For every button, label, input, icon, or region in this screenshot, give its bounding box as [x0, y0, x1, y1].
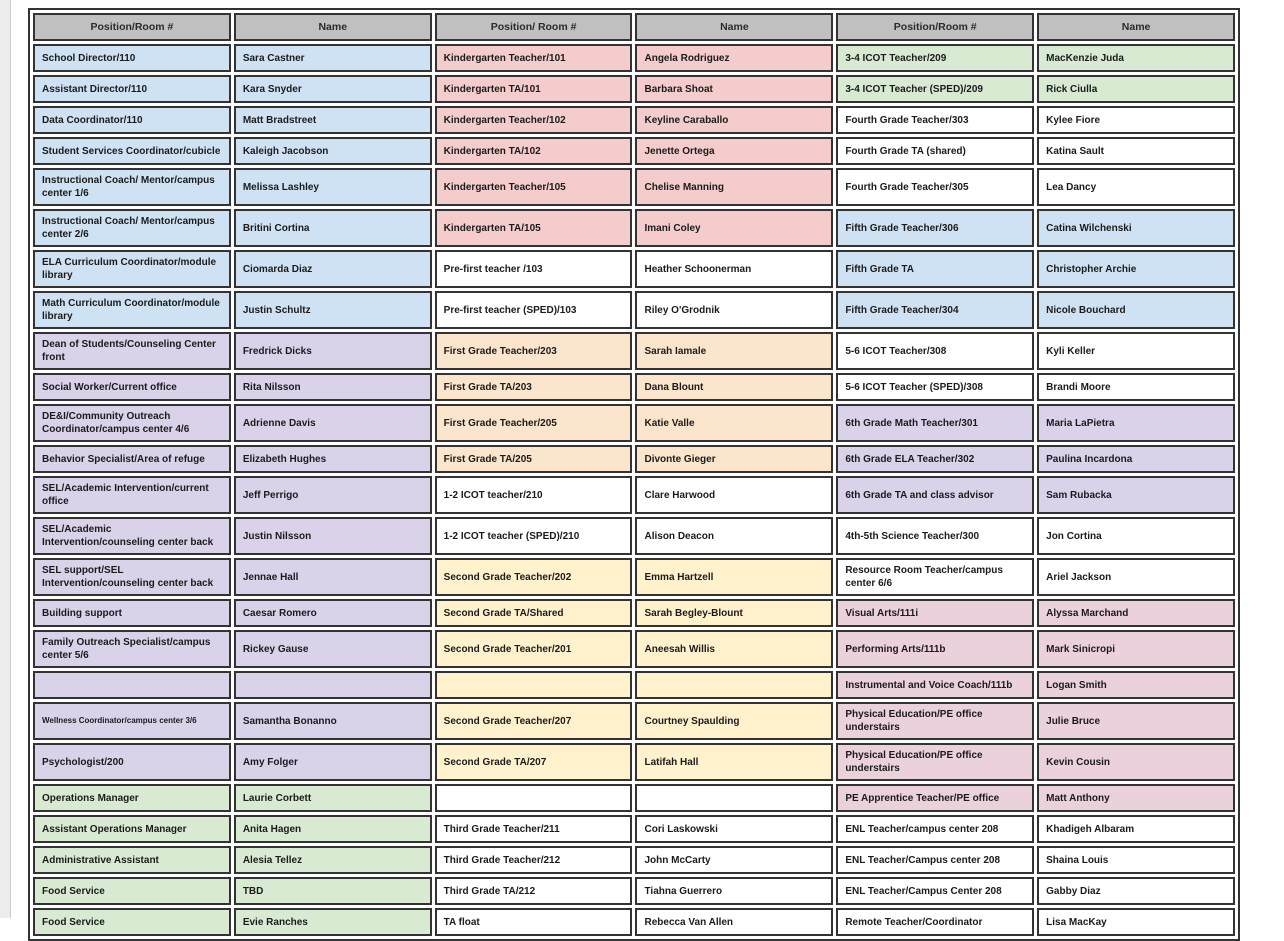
cell-position: Student Services Coordinator/cubicle — [33, 137, 231, 165]
column-header-position-3: Position/Room # — [836, 13, 1034, 41]
cell-position: Fourth Grade Teacher/305 — [836, 168, 1034, 206]
cell-name: Katie Valle — [635, 404, 833, 442]
cell-position: 3-4 ICOT Teacher (SPED)/209 — [836, 75, 1034, 103]
cell-name: Evie Ranches — [234, 908, 432, 936]
cell-position — [435, 784, 633, 812]
cell-name: Amy Folger — [234, 743, 432, 781]
cell-position: Fourth Grade Teacher/303 — [836, 106, 1034, 134]
cell-name: Kyli Keller — [1037, 332, 1235, 370]
cell-position: First Grade Teacher/203 — [435, 332, 633, 370]
cell-position: Visual Arts/111i — [836, 599, 1034, 627]
cell-position: Food Service — [33, 908, 231, 936]
cell-name: MacKenzie Juda — [1037, 44, 1235, 72]
cell-name: TBD — [234, 877, 432, 905]
table-row — [33, 877, 1235, 905]
cell-position: ELA Curriculum Coordinator/module library — [33, 250, 231, 288]
cell-position: SEL/Academic Intervention/current office — [33, 476, 231, 514]
table-row — [33, 445, 1235, 473]
cell-position: Building support — [33, 599, 231, 627]
cell-position: ENL Teacher/campus center 208 — [836, 815, 1034, 843]
cell-name: Emma Hartzell — [635, 558, 833, 596]
cell-name: Khadigeh Albaram — [1037, 815, 1235, 843]
cell-name: Ariel Jackson — [1037, 558, 1235, 596]
cell-name: Sarah Begley-Blount — [635, 599, 833, 627]
cell-name: Rickey Gause — [234, 630, 432, 668]
cell-name: Maria LaPietra — [1037, 404, 1235, 442]
cell-position: Family Outreach Specialist/campus center 5/6 — [33, 630, 231, 668]
cell-name: Sara Castner — [234, 44, 432, 72]
cell-name: Brandi Moore — [1037, 373, 1235, 401]
table-row — [33, 137, 1235, 165]
cell-name: Jennae Hall — [234, 558, 432, 596]
cell-position: Pre-first teacher (SPED)/103 — [435, 291, 633, 329]
cell-position: First Grade Teacher/205 — [435, 404, 633, 442]
cell-position: Assistant Operations Manager — [33, 815, 231, 843]
cell-position: 6th Grade ELA Teacher/302 — [836, 445, 1034, 473]
table-row — [33, 630, 1235, 668]
cell-name: Sam Rubacka — [1037, 476, 1235, 514]
cell-name — [635, 784, 833, 812]
cell-position: Food Service — [33, 877, 231, 905]
table-row — [33, 599, 1235, 627]
cell-name: Aneesah Willis — [635, 630, 833, 668]
cell-position: Physical Education/PE office understairs — [836, 702, 1034, 740]
cell-name: Barbara Shoat — [635, 75, 833, 103]
cell-position: Wellness Coordinator/campus center 3/6 — [33, 702, 231, 740]
column-header-name-2: Name — [635, 13, 833, 41]
cell-name: Matt Anthony — [1037, 784, 1235, 812]
table-row — [33, 250, 1235, 288]
cell-name: Mark Sinicropi — [1037, 630, 1235, 668]
cell-name: Kaleigh Jacobson — [234, 137, 432, 165]
cell-name: Keyline Caraballo — [635, 106, 833, 134]
cell-name: Samantha Bonanno — [234, 702, 432, 740]
table-row — [33, 291, 1235, 329]
table-row — [33, 75, 1235, 103]
cell-position: Resource Room Teacher/campus center 6/6 — [836, 558, 1034, 596]
cell-position: Social Worker/Current office — [33, 373, 231, 401]
cell-name: Shaina Louis — [1037, 846, 1235, 874]
cell-name: Melissa Lashley — [234, 168, 432, 206]
cell-position: First Grade TA/205 — [435, 445, 633, 473]
cell-name: John McCarty — [635, 846, 833, 874]
column-header-position-2: Position/ Room # — [435, 13, 633, 41]
cell-position: DE&I/Community Outreach Coordinator/campus center 4/6 — [33, 404, 231, 442]
column-header-position-1: Position/Room # — [33, 13, 231, 41]
cell-name: Heather Schoonerman — [635, 250, 833, 288]
cell-name: Katina Sault — [1037, 137, 1235, 165]
cell-name: Jon Cortina — [1037, 517, 1235, 555]
table-row — [33, 332, 1235, 370]
cell-name: Adrienne Davis — [234, 404, 432, 442]
cell-position: Fifth Grade Teacher/306 — [836, 209, 1034, 247]
cell-name: Imani Coley — [635, 209, 833, 247]
cell-name: Justin Schultz — [234, 291, 432, 329]
cell-name: Riley O'Grodnik — [635, 291, 833, 329]
cell-name: Courtney Spaulding — [635, 702, 833, 740]
cell-position: Second Grade TA/207 — [435, 743, 633, 781]
cell-position: Kindergarten Teacher/101 — [435, 44, 633, 72]
cell-name: Paulina Incardona — [1037, 445, 1235, 473]
cell-position: 6th Grade TA and class advisor — [836, 476, 1034, 514]
cell-name: Kylee Fiore — [1037, 106, 1235, 134]
cell-position: School Director/110 — [33, 44, 231, 72]
cell-name: Clare Harwood — [635, 476, 833, 514]
table-row — [33, 517, 1235, 555]
cell-name: Kevin Cousin — [1037, 743, 1235, 781]
cell-name: Lea Dancy — [1037, 168, 1235, 206]
cell-position: 1-2 ICOT teacher (SPED)/210 — [435, 517, 633, 555]
cell-name: Alesia Tellez — [234, 846, 432, 874]
cell-position: Second Grade Teacher/202 — [435, 558, 633, 596]
cell-name: Gabby Diaz — [1037, 877, 1235, 905]
cell-name: Alison Deacon — [635, 517, 833, 555]
header-row — [33, 13, 1235, 41]
staff-directory-table — [28, 8, 1240, 941]
cell-position: 3-4 ICOT Teacher/209 — [836, 44, 1034, 72]
cell-position: ENL Teacher/Campus center 208 — [836, 846, 1034, 874]
cell-position: ENL Teacher/Campus Center 208 — [836, 877, 1034, 905]
cell-position: TA float — [435, 908, 633, 936]
table-row — [33, 476, 1235, 514]
cell-name: Jenette Ortega — [635, 137, 833, 165]
cell-position: Third Grade Teacher/212 — [435, 846, 633, 874]
cell-position: 1-2 ICOT teacher/210 — [435, 476, 633, 514]
cell-name: Anita Hagen — [234, 815, 432, 843]
cell-name: Julie Bruce — [1037, 702, 1235, 740]
table-row — [33, 558, 1235, 596]
cell-position: 5-6 ICOT Teacher/308 — [836, 332, 1034, 370]
cell-name: Cori Laskowski — [635, 815, 833, 843]
cell-position: Second Grade TA/Shared — [435, 599, 633, 627]
cell-name — [234, 671, 432, 699]
cell-position: Psychologist/200 — [33, 743, 231, 781]
cell-name: Caesar Romero — [234, 599, 432, 627]
cell-position: Pre-first teacher /103 — [435, 250, 633, 288]
cell-position: Math Curriculum Coordinator/module library — [33, 291, 231, 329]
cell-position: Behavior Specialist/Area of refuge — [33, 445, 231, 473]
cell-name: Fredrick Dicks — [234, 332, 432, 370]
cell-position: Instructional Coach/ Mentor/campus center 1/6 — [33, 168, 231, 206]
column-header-name-1: Name — [234, 13, 432, 41]
cell-position: Kindergarten TA/102 — [435, 137, 633, 165]
cell-name: Jeff Perrigo — [234, 476, 432, 514]
staff-table-body — [33, 44, 1235, 936]
table-row — [33, 209, 1235, 247]
cell-position: 4th-5th Science Teacher/300 — [836, 517, 1034, 555]
cell-position: Instructional Coach/ Mentor/campus center 2/6 — [33, 209, 231, 247]
cell-name: Divonte Gieger — [635, 445, 833, 473]
table-row — [33, 44, 1235, 72]
cell-name: Laurie Corbett — [234, 784, 432, 812]
cell-name: Dana Blount — [635, 373, 833, 401]
cell-position: Fifth Grade Teacher/304 — [836, 291, 1034, 329]
cell-position: Physical Education/PE office understairs — [836, 743, 1034, 781]
cell-name: Christopher Archie — [1037, 250, 1235, 288]
cell-name: Logan Smith — [1037, 671, 1235, 699]
cell-name: Ciomarda Diaz — [234, 250, 432, 288]
cell-position: Second Grade Teacher/207 — [435, 702, 633, 740]
table-row — [33, 373, 1235, 401]
cell-name: Rita Nilsson — [234, 373, 432, 401]
cell-name: Matt Bradstreet — [234, 106, 432, 134]
cell-position: Fifth Grade TA — [836, 250, 1034, 288]
cell-position: Kindergarten TA/101 — [435, 75, 633, 103]
cell-name: Nicole Bouchard — [1037, 291, 1235, 329]
cell-position: Kindergarten Teacher/102 — [435, 106, 633, 134]
table-row — [33, 846, 1235, 874]
cell-position: PE Apprentice Teacher/PE office — [836, 784, 1034, 812]
cell-name: Britini Cortina — [234, 209, 432, 247]
cell-position: Instrumental and Voice Coach/111b — [836, 671, 1034, 699]
cell-position: Third Grade Teacher/211 — [435, 815, 633, 843]
cell-position: Performing Arts/111b — [836, 630, 1034, 668]
cell-position — [33, 671, 231, 699]
cell-position: SEL support/SEL Intervention/counseling center back — [33, 558, 231, 596]
cell-name: Alyssa Marchand — [1037, 599, 1235, 627]
table-row — [33, 815, 1235, 843]
table-row — [33, 168, 1235, 206]
cell-position: SEL/Academic Intervention/counseling center back — [33, 517, 231, 555]
cell-position: Second Grade Teacher/201 — [435, 630, 633, 668]
cell-position: Assistant Director/110 — [33, 75, 231, 103]
cell-position: Operations Manager — [33, 784, 231, 812]
cell-name — [635, 671, 833, 699]
cell-position: Fourth Grade TA (shared) — [836, 137, 1034, 165]
cell-position: Administrative Assistant — [33, 846, 231, 874]
cell-name: Justin Nilsson — [234, 517, 432, 555]
cell-name: Lisa MacKay — [1037, 908, 1235, 936]
cell-position — [435, 671, 633, 699]
cell-name: Catina Wilchenski — [1037, 209, 1235, 247]
page-edge — [0, 0, 11, 918]
cell-name: Rick Ciulla — [1037, 75, 1235, 103]
cell-position: Third Grade TA/212 — [435, 877, 633, 905]
cell-position: Data Coordinator/110 — [33, 106, 231, 134]
cell-position: 6th Grade Math Teacher/301 — [836, 404, 1034, 442]
cell-name: Angela Rodriguez — [635, 44, 833, 72]
table-row — [33, 784, 1235, 812]
cell-position: First Grade TA/203 — [435, 373, 633, 401]
table-row — [33, 743, 1235, 781]
cell-position: Dean of Students/Counseling Center front — [33, 332, 231, 370]
column-header-name-3: Name — [1037, 13, 1235, 41]
cell-name: Chelise Manning — [635, 168, 833, 206]
table-row — [33, 106, 1235, 134]
cell-position: Kindergarten Teacher/105 — [435, 168, 633, 206]
cell-name: Tiahna Guerrero — [635, 877, 833, 905]
cell-position: Kindergarten TA/105 — [435, 209, 633, 247]
cell-name: Elizabeth Hughes — [234, 445, 432, 473]
cell-position: Remote Teacher/Coordinator — [836, 908, 1034, 936]
cell-name: Kara Snyder — [234, 75, 432, 103]
cell-position: 5-6 ICOT Teacher (SPED)/308 — [836, 373, 1034, 401]
cell-name: Rebecca Van Allen — [635, 908, 833, 936]
cell-name: Sarah Iamale — [635, 332, 833, 370]
table-row — [33, 671, 1235, 699]
table-row — [33, 404, 1235, 442]
table-row — [33, 908, 1235, 936]
cell-name: Latifah Hall — [635, 743, 833, 781]
table-row — [33, 702, 1235, 740]
